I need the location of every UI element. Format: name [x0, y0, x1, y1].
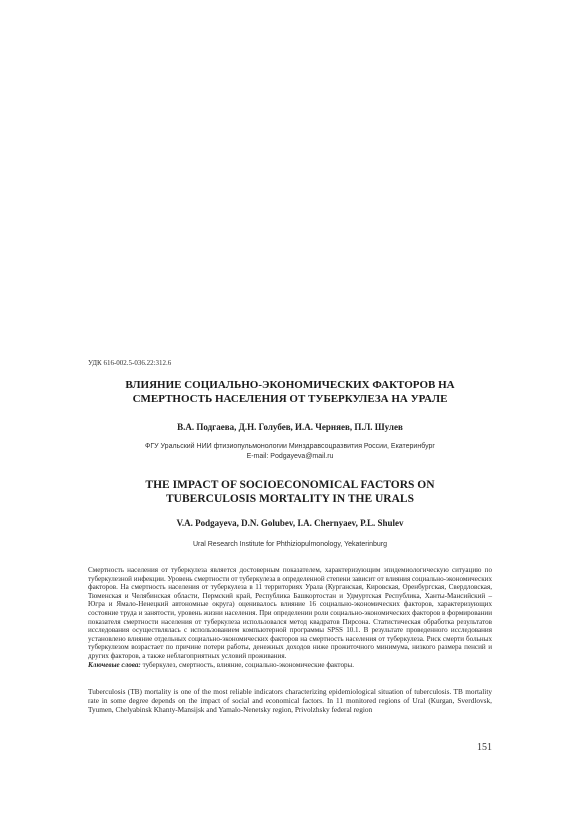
udk-code: УДК 616-002.5-036.22:312.6	[88, 359, 172, 367]
article-title-ru: ВЛИЯНИЕ СОЦИАЛЬНО-ЭКОНОМИЧЕСКИХ ФАКТОРОВ НА СМЕРТНОСТЬ НАСЕЛЕНИЯ ОТ ТУБЕРКУЛЕЗА НА УРАЛЕ	[125, 379, 455, 405]
email-ru: E-mail: Podgayeva@mail.ru	[246, 453, 334, 460]
keywords-label: Ключевые слова:	[88, 660, 141, 669]
page-number: 151	[477, 742, 492, 753]
affiliation-en: Ural Research Institute for Phthiziopulmonology, Yekaterinburg	[192, 541, 388, 548]
authors-en: V.A. Podgayeva, D.N. Golubev, I.A. Chernyaev, P.L. Shulev	[176, 518, 404, 528]
authors-ru: В.А. Подгаева, Д.Н. Голубев, И.А. Черняев, П.Л. Шулев	[177, 422, 403, 432]
article-title-en: THE IMPACT OF SOCIOECONOMICAL FACTORS ON TUBERCULOSIS MORTALITY IN THE URALS	[145, 479, 435, 505]
keywords-text: туберкулез, смертность, влияние, социально-экономические факторы.	[140, 660, 355, 669]
body-text-en: Tuberculosis (TB) mortality is one of the most reliable indicators characterizing epidemiological situation of tuberculosis. TB mortality rate in some degree depends on the impact of social and economical factors. In 11 monitored regions of Ural (Kurgan, Sverdlovsk, Tyumen, Chelyabinsk Khanty-Mansijsk and Yamalo-Nenetsky region, Privolzhsky federal region	[88, 687, 492, 714]
affiliation-text-ru: ФГУ Уральский НИИ фтизиопульмонологии Минздравсоцразвития России, Екатеринбург	[145, 443, 435, 450]
abstract-text: Смертность населения от туберкулеза является достоверным показателем, характеризующим эпидемиологическую ситуацию по туберкулезной инфекции. Уровень смертности от туберкулеза в определенной степени зависит от влияния социально-экономических факторов. На смертность населения от туберкулеза в 11 территориях Урала (Курганская, Кировская, Оренбургская, Свердловская, Тюменская и Челябинская области, Пермский край, Республика Башкортостан и Удмуртская Республика, Ханты-Мансийский – Югра и Ямало-Ненецкий автономные округа) оценивалось влияние 16 социально-экономических факторов, характеризующих состояние труда и занятости, уровень жизни населения. При определении роли социально-экономических факторов в формировании показателя смертности населения от туберкулеза использовался метод квадратов Пирсона. Статистическая обработка результатов исследования осуществлялась с использованием компьютерной программы SPSS 10.1. В результате проведенного исследования установлено влияние отдельных социально-экономических факторов на смертность населения от туберкулеза. Риск смерти больных туберкулезом возрастает по причине потери работы, денежных доходов ниже прожиточного минимума, низкого размера пенсий и других факторов, а также неблагоприятных условий проживания.	[88, 566, 492, 660]
keywords-line	[88, 661, 492, 670]
abstract-ru	[88, 566, 492, 669]
affiliation-ru	[100, 442, 480, 462]
